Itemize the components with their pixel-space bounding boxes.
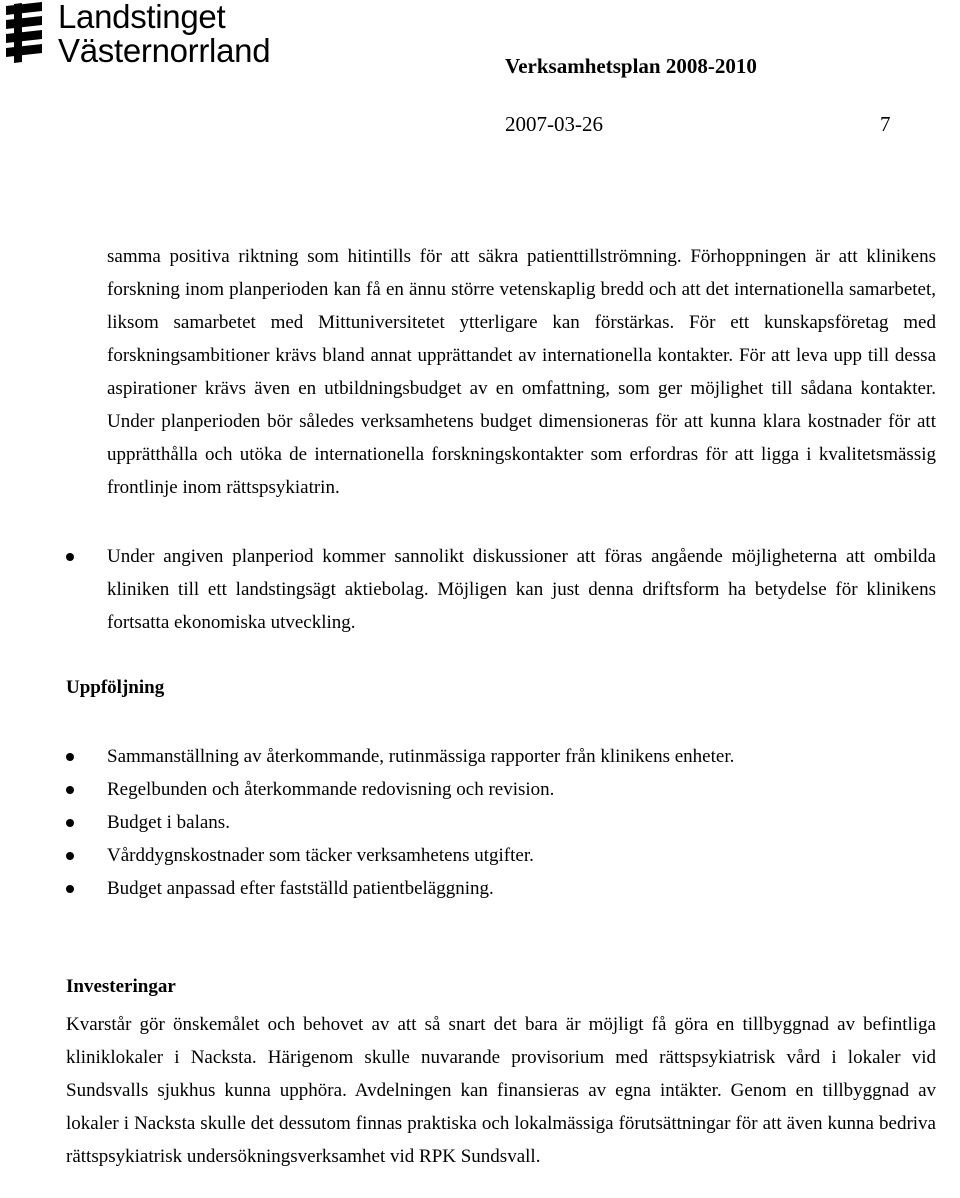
bullet-icon [66,885,74,893]
investeringar-paragraph: Kvarstår gör önskemålet och behovet av att så snart det bara är möjligt få göra en tillbyggnad av befintliga kliniklokaler i Nacksta. Härigenom skulle nuvarande provisorium med rättspsykiatrisk vård i lokaler vid Sundsvalls sjukhus kunna upphöra. Avdelningen kan finansieras av egna intäkter. Genom en tillbyggnad av lokaler i Nacksta skulle det dessutom finnas praktiska och lokalmässiga förutsättningar för att även kunna bedriva rättspsykiatrisk undersökningsverksamhet vid RPK Sundsvall. [66,1014,936,1167]
bullet-icon [66,553,74,561]
bullet-icon [66,852,74,860]
list-item-text: Budget i balans. [107,812,230,833]
landstinget-logo-mark-icon [4,2,44,64]
document-title: Verksamhetsplan 2008-2010 [505,54,757,78]
list-item-text: Under angiven planperiod kommer sannolikt diskussioner att föras angående möjligheterna att ombilda kliniken till ett landstingsägt aktiebolag. Möjligen kan just denna driftsform ha betydelse för klinikens fortsatta ekonomiska utveckling. [107,546,936,633]
section-heading-investeringar: Investeringar [66,976,176,997]
document-date: 2007-03-26 [505,112,603,136]
list-item-text: Regelbunden och återkommande redovisning och revision. [107,779,555,800]
organization-name-line1: Landstinget [58,0,226,35]
list-item-text: Vårddygnskostnader som täcker verksamhetens utgifter. [107,845,534,866]
page-number: 7 [880,112,891,136]
intro-paragraph: samma positiva riktning som hitintills för att säkra patienttillströmning. Förhoppningen är att klinikens forskning inom planperioden kan få en ännu större vetenskaplig bredd och att det internationella samarbetet, liksom samarbetet med Mittuniversitetet ytterligare kan förstärkas. För ett kunskapsföretag med forskningsambitioner krävs bland annat upprättandet av internationella kontakter. För att leva upp till dessa aspirationer krävs även en utbildningsbudget av en omfattning, som ger möjlighet till sådana kontakter. Under planperioden bör således verksamhetens budget dimensioneras för att kunna klara kostnader för att upprätthålla och utöka de internationella forskningskontakter som erfordras för att ligga i kvalitetsmässig frontlinje inom rättspsykiatrin. [107,246,936,498]
bullet-icon [66,786,74,794]
bullet-icon [66,819,74,827]
list-item-text: Sammanställning av återkommande, rutinmässiga rapporter från klinikens enheter. [107,746,735,767]
organization-name-line2: Västernorrland [58,32,271,69]
bullet-icon [66,753,74,761]
organization-name [58,0,270,68]
section-heading-uppfoljning: Uppföljning [66,677,165,698]
list-item-text: Budget anpassad efter fastställd patientbeläggning. [107,878,494,899]
